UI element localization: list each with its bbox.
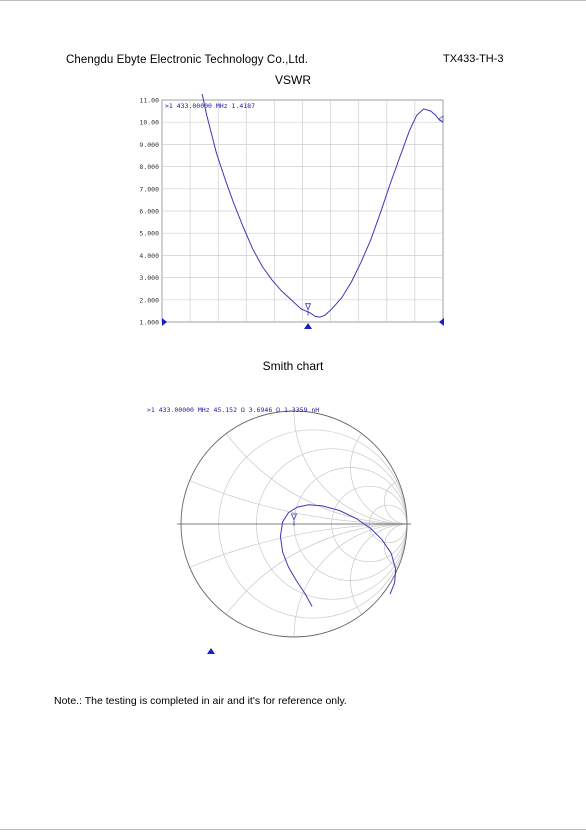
vswr-title: VSWR [275, 73, 311, 87]
smith-reactance-arc [294, 524, 520, 680]
page-bottom-border [0, 829, 586, 830]
vswr-y-tick-label: 9.000 [139, 140, 159, 149]
smith-marker-1 [292, 514, 297, 520]
note-text: Note.: The testing is completed in air and it's for reference only. [54, 695, 347, 707]
vswr-y-tick-label: 2.000 [139, 296, 159, 305]
vswr-marker-readout: >1 433.00000 MHz 1.4187 [165, 102, 256, 110]
smith-reactance-arc [351, 411, 464, 524]
vswr-y-tick-label: 4.000 [139, 251, 159, 260]
smith-reactance-arc [294, 298, 520, 524]
smith-title: Smith chart [262, 359, 324, 373]
model-number: TX433-TH-3 [443, 53, 504, 65]
vswr-y-tick-label: 10.00 [139, 118, 159, 127]
company-name: Chengdu Ebyte Electronic Technology Co.,Ltd. [66, 54, 309, 66]
vswr-y-tick-label: 5.000 [139, 229, 159, 238]
vswr-y-tick-label: 7.000 [139, 185, 159, 194]
vswr-y-tick-label: 8.000 [139, 163, 159, 172]
smith-reactance-arc [0, 524, 586, 680]
smith-markers [207, 514, 297, 654]
smith-reactance-arc [181, 72, 586, 524]
vswr-y-tick-label: 6.000 [139, 207, 159, 216]
smith-reactance-arc [351, 524, 464, 637]
vswr-y-tick-label: 3.000 [139, 274, 159, 283]
vswr-y-tick-label: 1.000 [139, 318, 159, 327]
smith-bottom-marker [207, 648, 215, 654]
smith-reactance-arc [181, 524, 586, 680]
vswr-y-tick-label: 11.00 [139, 96, 159, 105]
smith-marker-readout: >1 433.00000 MHz 45.152 Ω 3.6946 Ω 1.3359 nH [147, 406, 320, 414]
